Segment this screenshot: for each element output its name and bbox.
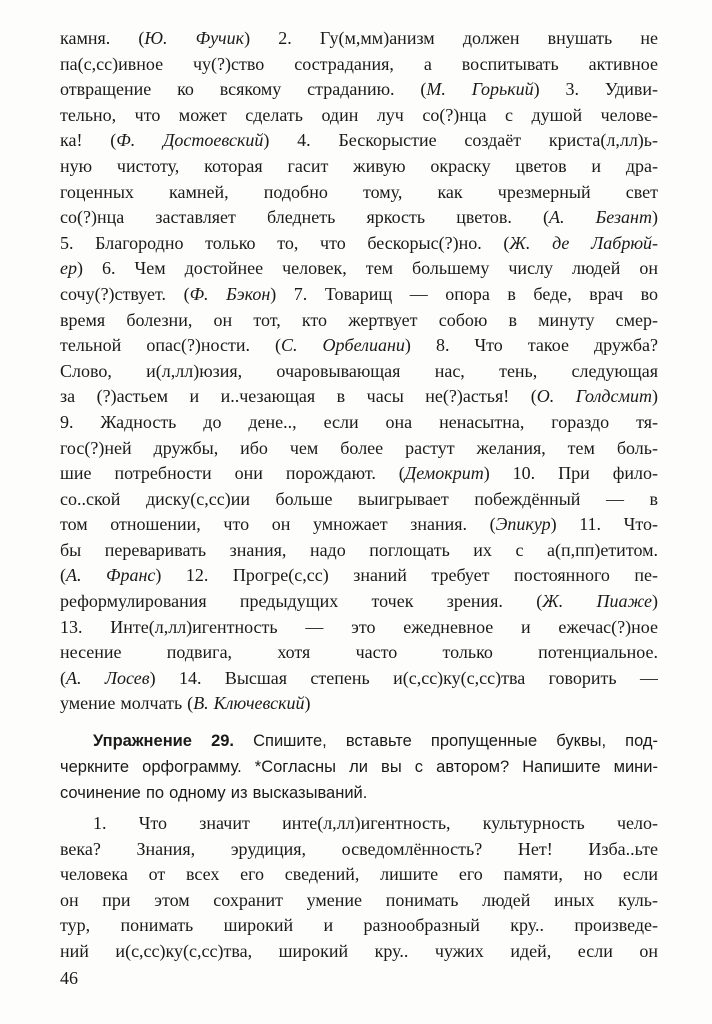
text-line: со(?)нца заставляет бледнеть яркость цветов. (А. Безант) [60, 207, 658, 228]
text-line: отвращение ко всякому страданию. (М. Горький) 3. Удиви- [60, 79, 658, 100]
text-line: 5. Благородно только то, что бескорыс(?)но. (Ж. де Лабрюй- [60, 232, 658, 253]
text-line: Слово, и(л,лл)юзия, очаровывающая нас, тень, следующая [60, 360, 658, 381]
text-block [60, 26, 658, 965]
text-line: со..ской диску(с,сс)ии больше выигрывает побеждённый — в [60, 488, 658, 509]
text-line: реформулирования предыдущих точек зрения. (Ж. Пиаже) [60, 591, 658, 612]
second-paragraph [60, 811, 658, 965]
text-line: умение молчать (В. Ключевский) [60, 693, 311, 714]
text-line: тельной опас(?)ности. (С. Орбелиани) 8. Что такое дружба? [60, 335, 658, 356]
text-line: гос(?)ней дружбы, ибо чем более растут желания, тем боль- [60, 437, 658, 458]
text-line: шие потребности они порождают. (Демокрит) 10. При фило- [60, 463, 658, 484]
text-line: века? Знания, эрудиция, осведомлённость? Нет! Изба..ьте [60, 838, 658, 859]
text-line: тельно, что может сделать один луч со(?)нца с душой челове- [60, 104, 658, 125]
text-line: ка! (Ф. Достоевский) 4. Бескорыстие создаёт криста(л,лл)ь- [60, 130, 658, 151]
text-line: (А. Лосев) 14. Высшая степень и(с,сс)ку(с,сс)тва говорить — [60, 667, 658, 688]
text-line: сочинение по одному из высказываний. [60, 784, 368, 803]
text-line: гоценных камней, подобно тому, как чрезмерный свет [60, 181, 658, 202]
text-line: ний и(с,сс)ку(с,сс)тва, широкий кру.. чужих идей, если он [60, 941, 658, 961]
exercise-instruction [60, 728, 658, 806]
text-line: 9. Жадность до дене.., если она ненасытна, гораздо тя- [60, 411, 658, 432]
text-line: Упражнение 29. Спишите, вставьте пропущенные буквы, под- [93, 732, 658, 751]
page-number: 46 [60, 968, 78, 988]
text-line: том отношении, что он умножает знания. (Эпикур) 11. Что- [60, 514, 658, 535]
text-line: 1. Что значит инте(л,лл)игентность, культурность чело- [93, 813, 658, 834]
text-line: тур, понимать широкий и разнообразный кру.. произведе- [60, 915, 658, 936]
text-line: ную чистоту, которая гасит живую окраску цветов и дра- [60, 155, 658, 176]
text-line: несение подвига, хотя часто только потенциальное. [60, 642, 658, 663]
text-line: 13. Инте(л,лл)игентность — это ежедневное и ежечас(?)ное [60, 616, 658, 637]
text-line: камня. (Ю. Фучик) 2. Гу(м,мм)анизм должен внушать не [60, 28, 658, 48]
text-line: сочу(?)ствует. (Ф. Бэкон) 7. Товарищ — опора в беде, врач во [60, 283, 658, 304]
text-line: (А. Франс) 12. Прогре(с,сс) знаний требует постоянного пе- [60, 565, 658, 586]
text-line: человека от всех его сведений, лишите его памяти, но если [60, 864, 658, 885]
text-line: он при этом сохранит умение понимать людей иных куль- [60, 889, 658, 910]
text-line: черкните орфограмму. *Согласны ли вы с автором? Напишите мини- [60, 758, 658, 777]
text-line: бы переваривать знания, надо поглощать их с а(п,пп)етитом. [60, 539, 658, 560]
text-line: па(с,сс)ивное чу(?)ство сострадания, а воспитывать активное [60, 53, 658, 74]
text-line: ер) 6. Чем достойнее человек, тем большему числу людей он [60, 258, 658, 279]
text-line: время болезни, он тот, кто жертвует собою в минуту смер- [60, 309, 658, 330]
main-paragraph [60, 26, 658, 717]
text-line: за (?)астьем и и..чезающая в часы не(?)астья! (О. Голдсмит) [60, 386, 658, 407]
